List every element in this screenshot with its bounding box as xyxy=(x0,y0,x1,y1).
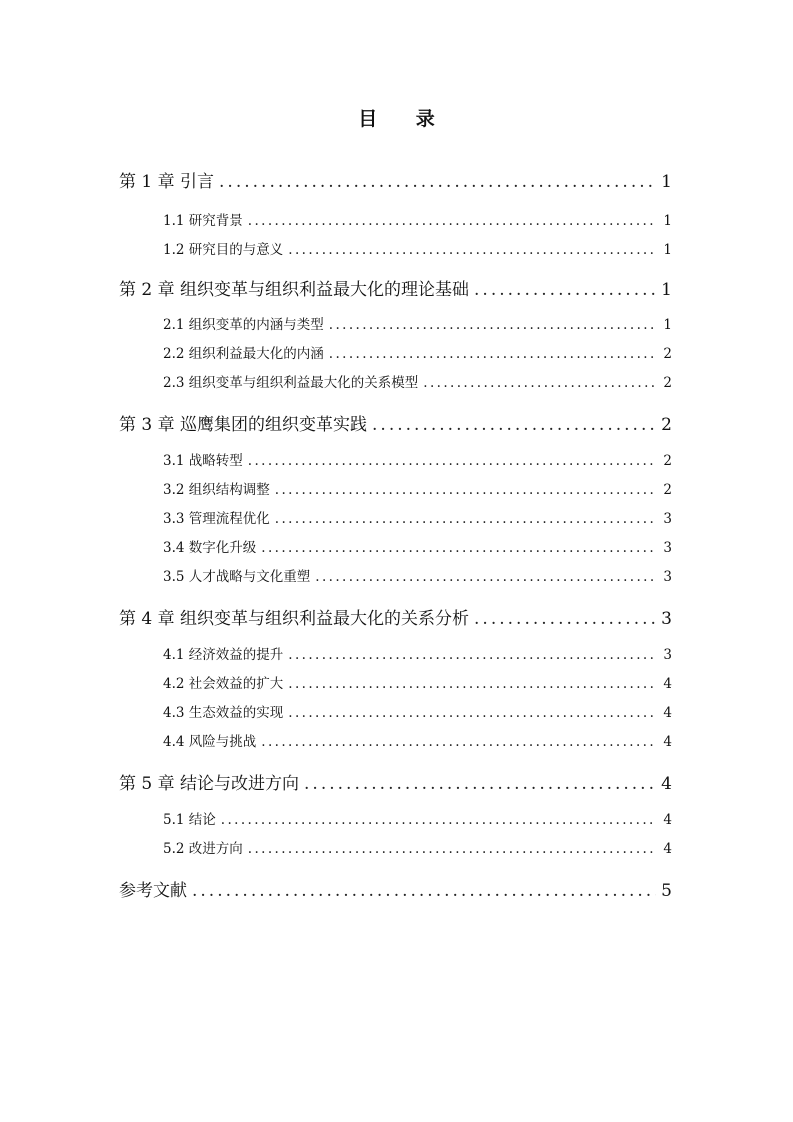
toc-dot-leader xyxy=(192,881,656,901)
toc-page-number: 3 xyxy=(663,511,672,527)
toc-dot-leader xyxy=(329,346,657,362)
toc-entry-label: 第 5 章 结论与改进方向 xyxy=(119,774,300,794)
toc-entry-label: 第 1 章 引言 xyxy=(119,172,215,192)
toc-entry-label: 4.1 经济效益的提升 xyxy=(163,647,284,663)
toc-chapter-entry[interactable] xyxy=(119,275,672,300)
toc-page-number: 2 xyxy=(663,375,672,391)
toc-title: 目 录 xyxy=(358,108,451,130)
toc-page-number: 2 xyxy=(663,482,672,498)
toc-entry-label: 3.3 管理流程优化 xyxy=(163,511,270,527)
toc-entry-label: 第 2 章 组织变革与组织利益最大化的理论基础 xyxy=(119,280,470,300)
toc-entry-label: 1.1 研究背景 xyxy=(163,213,243,229)
toc-dot-leader xyxy=(261,540,657,556)
toc-entry-label: 5.1 结论 xyxy=(163,812,216,828)
toc-entry-label: 5.2 改进方向 xyxy=(163,841,243,857)
toc-dot-leader xyxy=(288,242,657,258)
toc-entry-label: 2.3 组织变革与组织利益最大化的关系模型 xyxy=(163,375,419,391)
toc-section-entry[interactable] xyxy=(163,643,672,663)
toc-dot-leader xyxy=(329,317,657,333)
toc-page-number: 2 xyxy=(663,453,672,469)
toc-entry-label: 3.1 战略转型 xyxy=(163,453,243,469)
toc-dot-leader xyxy=(275,511,657,527)
toc-dot-leader xyxy=(288,705,657,721)
toc-dot-leader xyxy=(219,172,656,192)
toc-entry-label: 4.4 风险与挑战 xyxy=(163,734,257,750)
toc-page-number: 3 xyxy=(663,569,672,585)
toc-dot-leader xyxy=(288,676,657,692)
toc-section-entry[interactable] xyxy=(163,449,672,469)
toc-dot-leader xyxy=(275,482,657,498)
toc-chapter-entry[interactable] xyxy=(119,410,672,435)
toc-dot-leader xyxy=(423,375,657,391)
toc-dot-leader xyxy=(248,453,657,469)
toc-page-number: 4 xyxy=(661,774,672,794)
toc-entry-label: 1.2 研究目的与意义 xyxy=(163,242,284,258)
toc-chapter-entry[interactable] xyxy=(119,167,672,192)
toc-dot-leader xyxy=(474,280,656,300)
toc-section-entry[interactable] xyxy=(163,837,672,857)
toc-section-entry[interactable] xyxy=(163,808,672,828)
toc-page-number: 2 xyxy=(661,415,672,435)
toc-page-number: 3 xyxy=(663,647,672,663)
toc-chapter-entry[interactable] xyxy=(119,876,672,901)
toc-section-entry[interactable] xyxy=(163,672,672,692)
toc-section-entry[interactable] xyxy=(163,209,672,229)
toc-section-entry[interactable] xyxy=(163,238,672,258)
toc-dot-leader xyxy=(221,812,657,828)
toc-entry-label: 3.5 人才战略与文化重塑 xyxy=(163,569,311,585)
toc-page-number: 4 xyxy=(663,705,672,721)
toc-dot-leader xyxy=(304,774,656,794)
toc-section-entry[interactable] xyxy=(163,730,672,750)
toc-dot-leader xyxy=(315,569,657,585)
toc-section-entry[interactable] xyxy=(163,565,672,585)
toc-entry-label: 第 3 章 巡鹰集团的组织变革实践 xyxy=(119,415,368,435)
toc-entry-label: 2.2 组织利益最大化的内涵 xyxy=(163,346,324,362)
toc-entry-label: 2.1 组织变革的内涵与类型 xyxy=(163,317,324,333)
toc-section-entry[interactable] xyxy=(163,371,672,391)
toc-page-number: 4 xyxy=(663,841,672,857)
toc-page-number: 1 xyxy=(663,213,672,229)
toc-dot-leader xyxy=(372,415,656,435)
toc-page-number: 1 xyxy=(663,317,672,333)
toc-entry-label: 4.2 社会效益的扩大 xyxy=(163,676,284,692)
toc-page-number: 3 xyxy=(661,609,672,629)
toc-page-number: 4 xyxy=(663,812,672,828)
toc-entry-label: 参考文献 xyxy=(119,881,187,901)
toc-section-entry[interactable] xyxy=(163,342,672,362)
toc-section-entry[interactable] xyxy=(163,507,672,527)
toc-section-entry[interactable] xyxy=(163,313,672,333)
toc-entry-label: 4.3 生态效益的实现 xyxy=(163,705,284,721)
toc-chapter-entry[interactable] xyxy=(119,604,672,629)
toc-dot-leader xyxy=(248,841,657,857)
toc-page-number: 4 xyxy=(663,676,672,692)
toc-section-entry[interactable] xyxy=(163,536,672,556)
toc-page-number: 4 xyxy=(663,734,672,750)
toc-page-number: 3 xyxy=(663,540,672,556)
toc-entry-label: 3.2 组织结构调整 xyxy=(163,482,270,498)
toc-chapter-entry[interactable] xyxy=(119,769,672,794)
toc-dot-leader xyxy=(248,213,657,229)
toc-page-number: 1 xyxy=(661,172,672,192)
toc-entry-label: 第 4 章 组织变革与组织利益最大化的关系分析 xyxy=(119,609,470,629)
toc-section-entry[interactable] xyxy=(163,701,672,721)
toc-dot-leader xyxy=(261,734,657,750)
toc-section-entry[interactable] xyxy=(163,478,672,498)
toc-page-number: 2 xyxy=(663,346,672,362)
toc-page-number: 1 xyxy=(663,242,672,258)
toc-entry-label: 3.4 数字化升级 xyxy=(163,540,257,556)
toc-dot-leader xyxy=(474,609,656,629)
toc-page-number: 5 xyxy=(661,881,672,901)
toc-page-number: 1 xyxy=(661,280,672,300)
toc-dot-leader xyxy=(288,647,657,663)
